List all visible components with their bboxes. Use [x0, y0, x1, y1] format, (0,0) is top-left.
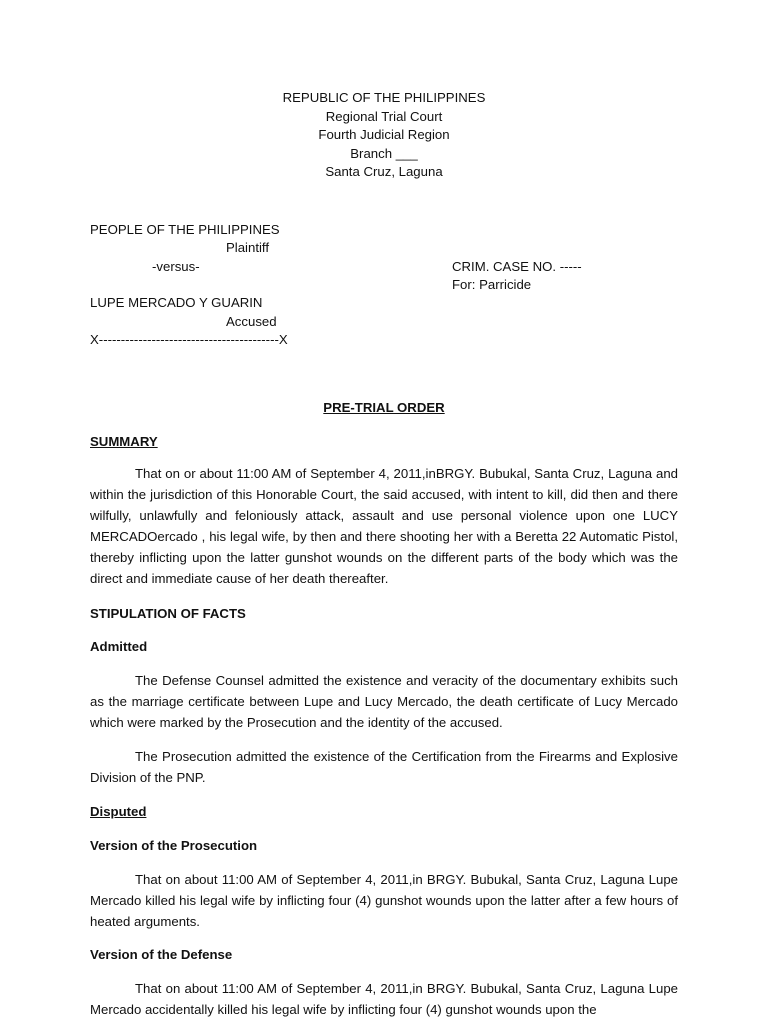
header-line-region: Fourth Judicial Region [318, 127, 450, 142]
defense-version-paragraph: That on about 11:00 AM of September 4, 2011,in BRGY. Bubukal, Santa Cruz, Laguna Lupe Mercado accidentally killed his legal wife by inflicting four (4) gunshot wounds upon the [90, 981, 678, 1017]
defense-version-heading: Version of the Defense [90, 947, 233, 962]
admitted-heading: Admitted [90, 639, 148, 654]
admitted-paragraph-2: The Prosecution admitted the existence of the Certification from the Firearms and Explosive Division of the PNP. [90, 749, 678, 785]
document-title: PRE-TRIAL ORDER [323, 400, 445, 415]
header-line-court: Regional Trial Court [325, 108, 443, 124]
plaintiff-role: Plaintiff [226, 240, 270, 255]
stipulation-heading: STIPULATION OF FACTS [90, 606, 246, 621]
versus-label: -versus- [152, 259, 200, 274]
header-line-republic: REPUBLIC OF THE PHILIPPINES [282, 90, 486, 105]
caption-separator: X-----------------------------------------X [90, 332, 288, 347]
disputed-heading: Disputed [90, 804, 147, 819]
header-line-location: Santa Cruz, Laguna [325, 164, 443, 179]
accused-name: LUPE MERCADO Y GUARIN [90, 295, 263, 310]
case-number: CRIM. CASE NO. ----- [452, 259, 582, 274]
plaintiff-name: PEOPLE OF THE PHILIPPINES [90, 222, 280, 237]
admitted-paragraph-1: The Defense Counsel admitted the existence and veracity of the documentary exhibits such as the marriage certificate between Lupe and Lucy Mercado, the death certificate of Lucy Mercado which were marked by the Prosecution and the identity of the accused. [90, 673, 678, 730]
prosecution-version-heading: Version of the Prosecution [90, 838, 258, 853]
court-header [0, 89, 768, 182]
summary-paragraph: That on or about 11:00 AM of September 4, 2011,inBRGY. Bubukal, Santa Cruz, Laguna and within the jurisdiction of this Honorable Court, the said accused, with intent to kill, did then and there wilfully, unlawfully and feloniously attack, assault and use personal violence upon one LUCY MERCADOercado , his legal wife, by then and there shooting her with a Beretta 22 Automatic Pistol, thereby inflicting upon the latter gunshot wounds on the different parts of the body which was the direct and immediate cause of her death thereafter. [90, 466, 678, 586]
summary-heading: SUMMARY [90, 434, 158, 449]
offense-label: For: Parricide [452, 277, 532, 292]
prosecution-version-paragraph: That on about 11:00 AM of September 4, 2011,in BRGY. Bubukal, Santa Cruz, Laguna Lupe Mercado killed his legal wife by inflicting four (4) gunshot wounds upon the latter after a few hours of heated arguments. [90, 872, 678, 929]
header-line-branch: Branch ___ [350, 145, 418, 161]
accused-role: Accused [226, 314, 277, 329]
